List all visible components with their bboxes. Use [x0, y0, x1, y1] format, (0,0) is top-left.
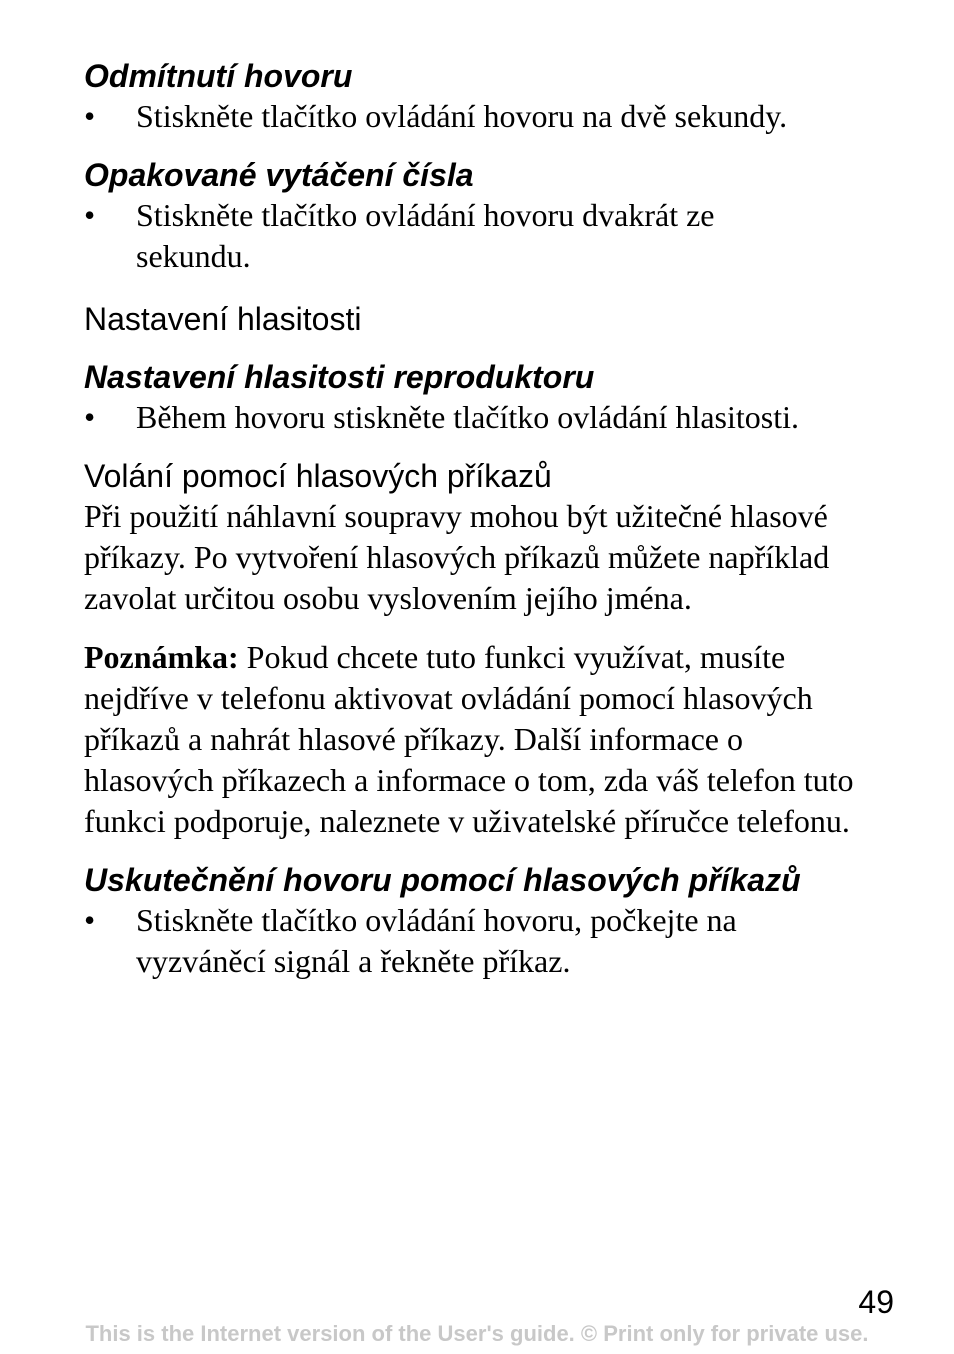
list-item: [84, 900, 904, 982]
list-item-text: Stiskněte tlačítko ovládání hovoru, počkejte na vyzváněcí signál a řekněte příkaz.: [136, 902, 737, 979]
heading-reject-call: Odmítnutí hovoru: [84, 58, 353, 94]
heading-redial: Opakované vytáčení čísla: [84, 157, 474, 193]
bullet-icon: •: [84, 902, 96, 938]
bullet-icon: •: [84, 399, 96, 435]
list-item: [84, 195, 904, 277]
bullet-icon: •: [84, 197, 96, 233]
note-label: Poznámka:: [84, 639, 239, 675]
bullet-icon: •: [84, 98, 96, 134]
heading-voice-call: Uskutečnění hovoru pomocí hlasových příkazů: [84, 862, 801, 898]
voice-dialing-paragraph: Při použití náhlavní soupravy mohou být užitečné hlasové příkazy. Po vytvoření hlasových příkazů můžete například zavolat určitou osobu vyslovením jejího jména.: [84, 498, 830, 616]
list-item-text: Během hovoru stiskněte tlačítko ovládání hlasitosti.: [136, 399, 799, 435]
heading-speaker-volume: Nastavení hlasitosti reproduktoru: [84, 359, 595, 395]
list-item-text: Stiskněte tlačítko ovládání hovoru dvakrát ze sekundu.: [136, 197, 715, 274]
list-item: [84, 397, 904, 438]
list-item: [84, 96, 904, 137]
page-content: [84, 56, 904, 982]
note-text: Pokud chcete tuto funkci využívat, musíte nejdříve v telefonu aktivovat ovládání pomocí hlasových příkazů a nahrát hlasové příkazy. Další informace o hlasových příkazech a informace o tom, zda váš telefon tuto funkci podporuje, naleznete v uživatelské příručce telefonu.: [84, 639, 854, 839]
list-item-text: Stiskněte tlačítko ovládání hovoru na dvě sekundy.: [136, 98, 788, 134]
note-paragraph: [84, 637, 904, 842]
page-number: 49: [858, 1284, 894, 1320]
section-title-volume: Nastavení hlasitosti: [84, 301, 362, 337]
section-title-voice-dialing: Volání pomocí hlasových příkazů: [84, 458, 552, 494]
footer-notice: This is the Internet version of the User's guide. © Print only for private use.: [85, 1321, 869, 1346]
